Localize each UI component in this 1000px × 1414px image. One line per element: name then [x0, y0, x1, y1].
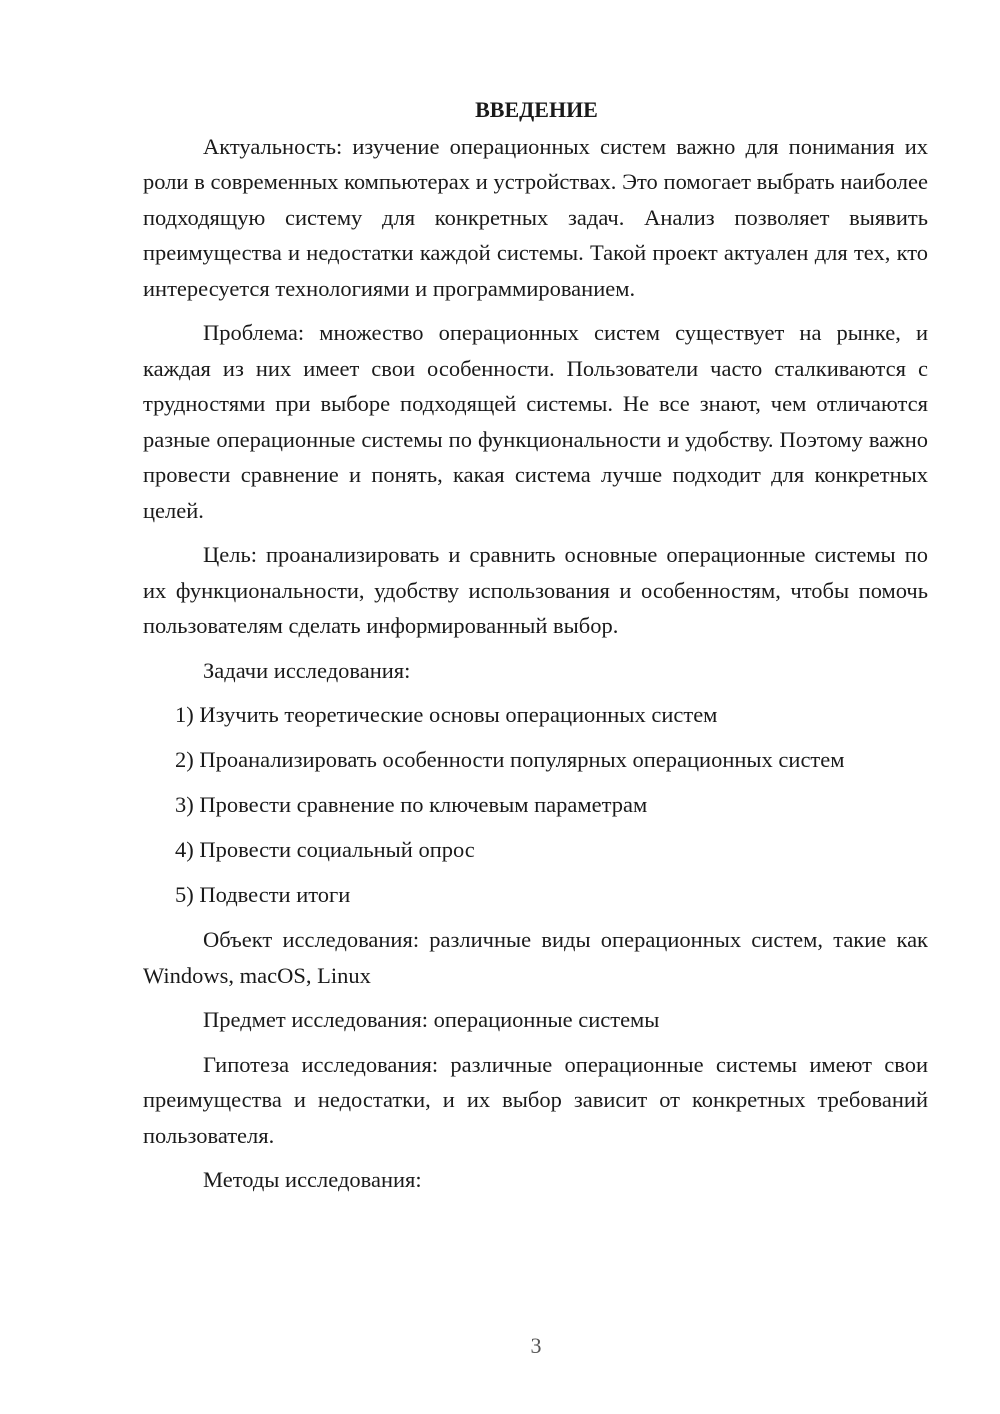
object-paragraph: Объект исследования: различные виды операционных систем, такие как Windows, macOS, Linux [143, 927, 928, 988]
problem-paragraph: Проблема: множество операционных систем существует на рынке, и каждая из них имеет свои особенности. Пользователи часто сталкиваются с трудностями при выборе подходящей системы. Не все знают, чем отличаются разные операционные системы по функциональности и удобству. Поэтому важно провести сравнение и понять, какая система лучше подходит для конкретных целей. [143, 320, 928, 523]
list-item: 3) Провести сравнение по ключевым параметрам [175, 792, 648, 817]
list-item: 1) Изучить теоретические основы операционных систем [175, 702, 718, 727]
list-item: 2) Проанализировать особенности популярных операционных систем [175, 747, 845, 772]
hypothesis-paragraph: Гипотеза исследования: различные операционные системы имеют свои преимущества и недостатки, и их выбор зависит от конкретных требований пользователя. [143, 1051, 928, 1148]
list-item: 5) Подвести итоги [175, 882, 351, 907]
goal-paragraph: Цель: проанализировать и сравнить основные операционные системы по их функциональности, удобству использования и особенностям, чтобы помочь пользователям сделать информированный выбор. [143, 542, 928, 638]
tasks-heading: Задачи исследования: [203, 657, 411, 683]
methods-heading: Методы исследования: [203, 1167, 422, 1192]
list-item: 4) Провести социальный опрос [175, 837, 475, 862]
page-title: ВВЕДЕНИЕ [475, 97, 598, 122]
page-content [143, 92, 928, 1207]
page-number: 3 [530, 1333, 542, 1358]
subject-paragraph: Предмет исследования: операционные системы [203, 1007, 660, 1032]
tasks-list [143, 697, 928, 913]
relevance-paragraph: Актуальность: изучение операционных систем важно для понимания их роли в современных компьютерах и устройствах. Это помогает выбрать наиболее подходящую систему для конкретных задач. Анализ позволяет выявить преимущества и недостатки каждой системы. Такой проект актуален для тех, кто интересуется технологиями и программированием. [143, 133, 928, 301]
